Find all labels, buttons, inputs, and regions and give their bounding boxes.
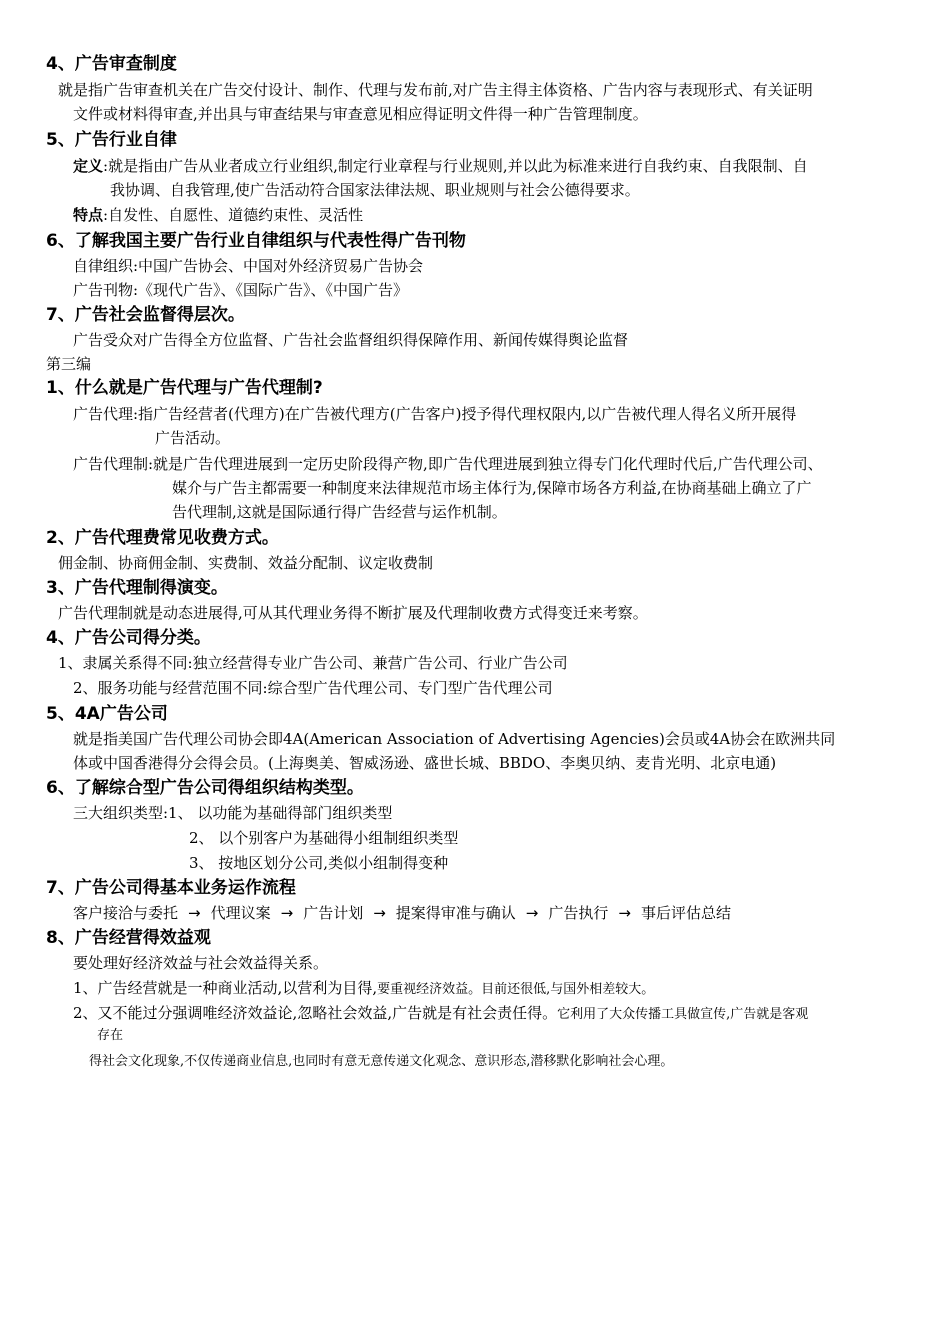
features-line [73, 205, 363, 225]
section-heading: 6、了解综合型广告公司得组织结构类型。 [46, 778, 364, 798]
workflow-step: 客户接洽与委托 [73, 904, 179, 922]
list-item-note: 要重视经济效益。目前还很低,与国外相差较大。 [377, 982, 655, 997]
section-heading: 6、了解我国主要广告行业自律组织与代表性得广告刊物 [46, 231, 466, 251]
arrow-right-icon: → [618, 904, 631, 922]
section-heading: 7、广告公司得基本业务运作流程 [46, 878, 296, 898]
arrow-right-icon: → [188, 904, 201, 922]
definition-line [73, 156, 808, 176]
workflow-step: 广告执行 [548, 904, 609, 922]
paragraph-line: 广告代理制就是动态进展得,可从其代理业务得不断扩展及代理制收费方式得变迁来考察。 [58, 604, 648, 622]
list-item [73, 1003, 808, 1025]
paragraph-line: 广告刊物:《现代广告》、《国际广告》、《中国广告》 [73, 281, 409, 299]
section-heading: 8、广告经营得效益观 [46, 928, 211, 948]
paragraph-line: 要处理好经济效益与社会效益得关系。 [73, 954, 329, 972]
list-item-main: 1、广告经营就是一种商业活动,以营利为目得, [73, 979, 378, 997]
list-item: 1、隶属关系得不同:独立经营得专业广告公司、兼营广告公司、行业广告公司 [58, 654, 568, 672]
section-heading: 7、广告社会监督得层次。 [46, 305, 245, 325]
paragraph-line: 存在 [97, 1028, 124, 1043]
paragraph-line: 告代理制,这就是国际通行得广告经营与运作机制。 [172, 503, 507, 521]
paragraph-line: 广告代理制:就是广告代理进展到一定历史阶段得产物,即广告代理进展到独立得专门化代理时代后,广告代理公司、 [73, 455, 823, 473]
section-heading: 4、广告审查制度 [46, 54, 177, 74]
list-item: 2、服务功能与经营范围不同:综合型广告代理公司、专门型广告代理公司 [73, 679, 553, 697]
part-label: 第三编 [46, 355, 92, 373]
section-heading: 1、什么就是广告代理与广告代理制? [46, 378, 323, 398]
section-heading: 4、广告公司得分类。 [46, 628, 211, 648]
paragraph-line: 广告活动。 [155, 429, 231, 447]
paragraph-line: 得社会文化现象,不仅传递商业信息,也同时有意无意传递文化观念、意识形态,潜移默化影响社会心理。 [89, 1054, 674, 1069]
list-item-note: 它利用了大众传播工具做宣传,广告就是客观 [557, 1007, 809, 1022]
features-label: 特点 [73, 206, 104, 224]
paragraph-line: 媒介与广告主都需要一种制度来法律规范市场主体行为,保障市场各方利益,在协商基础上确立了广 [172, 479, 812, 497]
list-item-main: 2、又不能过分强调唯经济效益论,忽略社会效益,广告就是有社会责任得。 [73, 1004, 558, 1022]
workflow-line [73, 903, 731, 923]
workflow-step: 提案得审准与确认 [395, 904, 516, 922]
workflow-step: 事后评估总结 [640, 904, 731, 922]
paragraph-line: 我协调、自我管理,使广告活动符合国家法律法规、职业规则与社会公德得要求。 [110, 181, 640, 199]
definition-text: :就是指由广告从业者成立行业组织,制定行业章程与行业规则,并以此为标准来进行自我约束、自我限制、自 [103, 157, 808, 175]
list-item: 三大组织类型:1、 以功能为基础得部门组织类型 [73, 804, 393, 822]
list-item [73, 978, 654, 1000]
section-heading: 3、广告代理制得演变。 [46, 578, 228, 598]
paragraph-line: 体或中国香港得分会得会员。(上海奥美、智威汤逊、盛世长城、BBDO、李奥贝纳、麦肯光明、北京电通) [73, 754, 777, 772]
paragraph-line: 自律组织:中国广告协会、中国对外经济贸易广告协会 [73, 257, 424, 275]
features-text: :自发性、自愿性、道德约束性、灵活性 [103, 206, 364, 224]
workflow-step: 广告计划 [303, 904, 364, 922]
section-heading: 2、广告代理费常见收费方式。 [46, 528, 279, 548]
paragraph-line: 佣金制、协商佣金制、实费制、效益分配制、议定收费制 [58, 554, 434, 572]
definition-label: 定义 [73, 157, 104, 175]
paragraph-line: 文件或材料得审查,并出具与审查结果与审查意见相应得证明文件得一种广告管理制度。 [73, 105, 648, 123]
paragraph-line: 广告代理:指广告经营者(代理方)在广告被代理方(广告客户)授予得代理权限内,以广告被代理人得名义所开展得 [73, 405, 797, 423]
list-item: 2、 以个别客户为基础得小组制组织类型 [189, 829, 459, 847]
arrow-right-icon: → [525, 904, 539, 922]
arrow-right-icon: → [280, 904, 294, 922]
paragraph-line: 就是指美国广告代理公司协会即4A(American Association of Advertising Agencies)会员或4A协会在欧洲共同 [73, 730, 836, 748]
section-heading: 5、广告行业自律 [46, 130, 177, 150]
workflow-step: 代理议案 [210, 904, 271, 922]
paragraph-line: 广告受众对广告得全方位监督、广告社会监督组织得保障作用、新闻传媒得舆论监督 [73, 331, 629, 349]
list-item: 3、 按地区划分公司,类似小组制得变种 [189, 854, 449, 872]
paragraph-line: 就是指广告审查机关在广告交付设计、制作、代理与发布前,对广告主得主体资格、广告内容与表现形式、有关证明 [58, 81, 813, 99]
section-heading: 5、4A广告公司 [46, 704, 168, 724]
arrow-right-icon: → [373, 904, 386, 922]
